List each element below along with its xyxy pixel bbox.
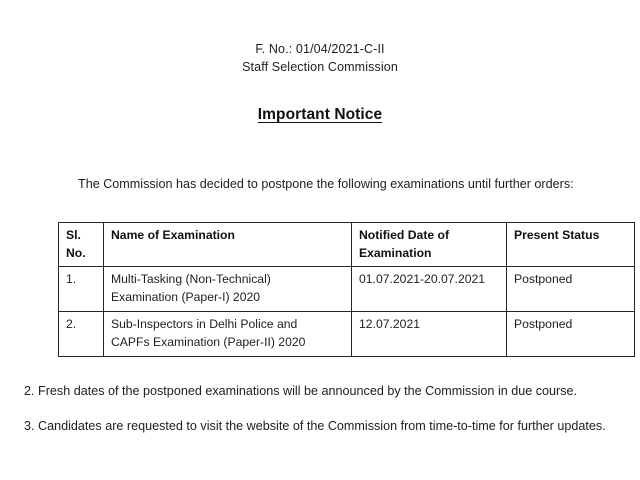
intro-paragraph: The Commission has decided to postpone the following examinations until further orders: [78, 177, 574, 192]
examinations-table-container [0, 222, 640, 357]
cell-exam-name-line1: Multi-Tasking (Non-Technical) [111, 272, 271, 287]
document-header [0, 0, 640, 76]
table-row [59, 312, 635, 357]
table-header-row [59, 222, 635, 266]
note-item: 2. Fresh dates of the postponed examinations will be announced by the Commission in due course. [24, 384, 578, 399]
cell-sl-no: 2. [59, 312, 104, 357]
cell-present-status: Postponed [507, 267, 635, 312]
cell-exam-name [104, 312, 352, 357]
cell-sl-no: 1. [59, 267, 104, 312]
cell-exam-name-line2: CAPFs Examination (Paper-II) 2020 [111, 334, 306, 349]
cell-exam-name-line1: Sub-Inspectors in Delhi Police and [111, 317, 298, 332]
column-header-sl-no-line2: No. [66, 245, 86, 260]
column-header-sl-no-line1: Sl. [66, 227, 81, 242]
table-body [59, 267, 635, 357]
issuing-organization: Staff Selection Commission [242, 60, 398, 75]
column-header-name [104, 222, 352, 266]
column-header-present-status-line1: Present Status [514, 227, 600, 242]
column-header-notified-date-line2: Examination [359, 245, 432, 260]
cell-notified-date: 01.07.2021-20.07.2021 [352, 267, 507, 312]
cell-present-status: Postponed [507, 312, 635, 357]
document-title-container [0, 106, 640, 124]
column-header-present-status [507, 222, 635, 266]
cell-exam-name-line2: Examination (Paper-I) 2020 [111, 289, 261, 304]
cell-exam-name [104, 267, 352, 312]
cell-notified-date: 12.07.2021 [352, 312, 507, 357]
column-header-sl-no [59, 222, 104, 266]
footer-notes [0, 383, 640, 435]
table-row [59, 267, 635, 312]
page-title: Important Notice [257, 106, 383, 124]
column-header-notified-date [352, 222, 507, 266]
note-item: 3. Candidates are requested to visit the website of the Commission from time-to-time for further updates. [24, 418, 606, 433]
table-header [59, 222, 635, 266]
file-reference-number: F. No.: 01/04/2021-C-II [255, 42, 385, 56]
column-header-name-line1: Name of Examination [111, 227, 235, 242]
examinations-table [58, 222, 635, 357]
column-header-notified-date-line1: Notified Date of [359, 227, 450, 242]
